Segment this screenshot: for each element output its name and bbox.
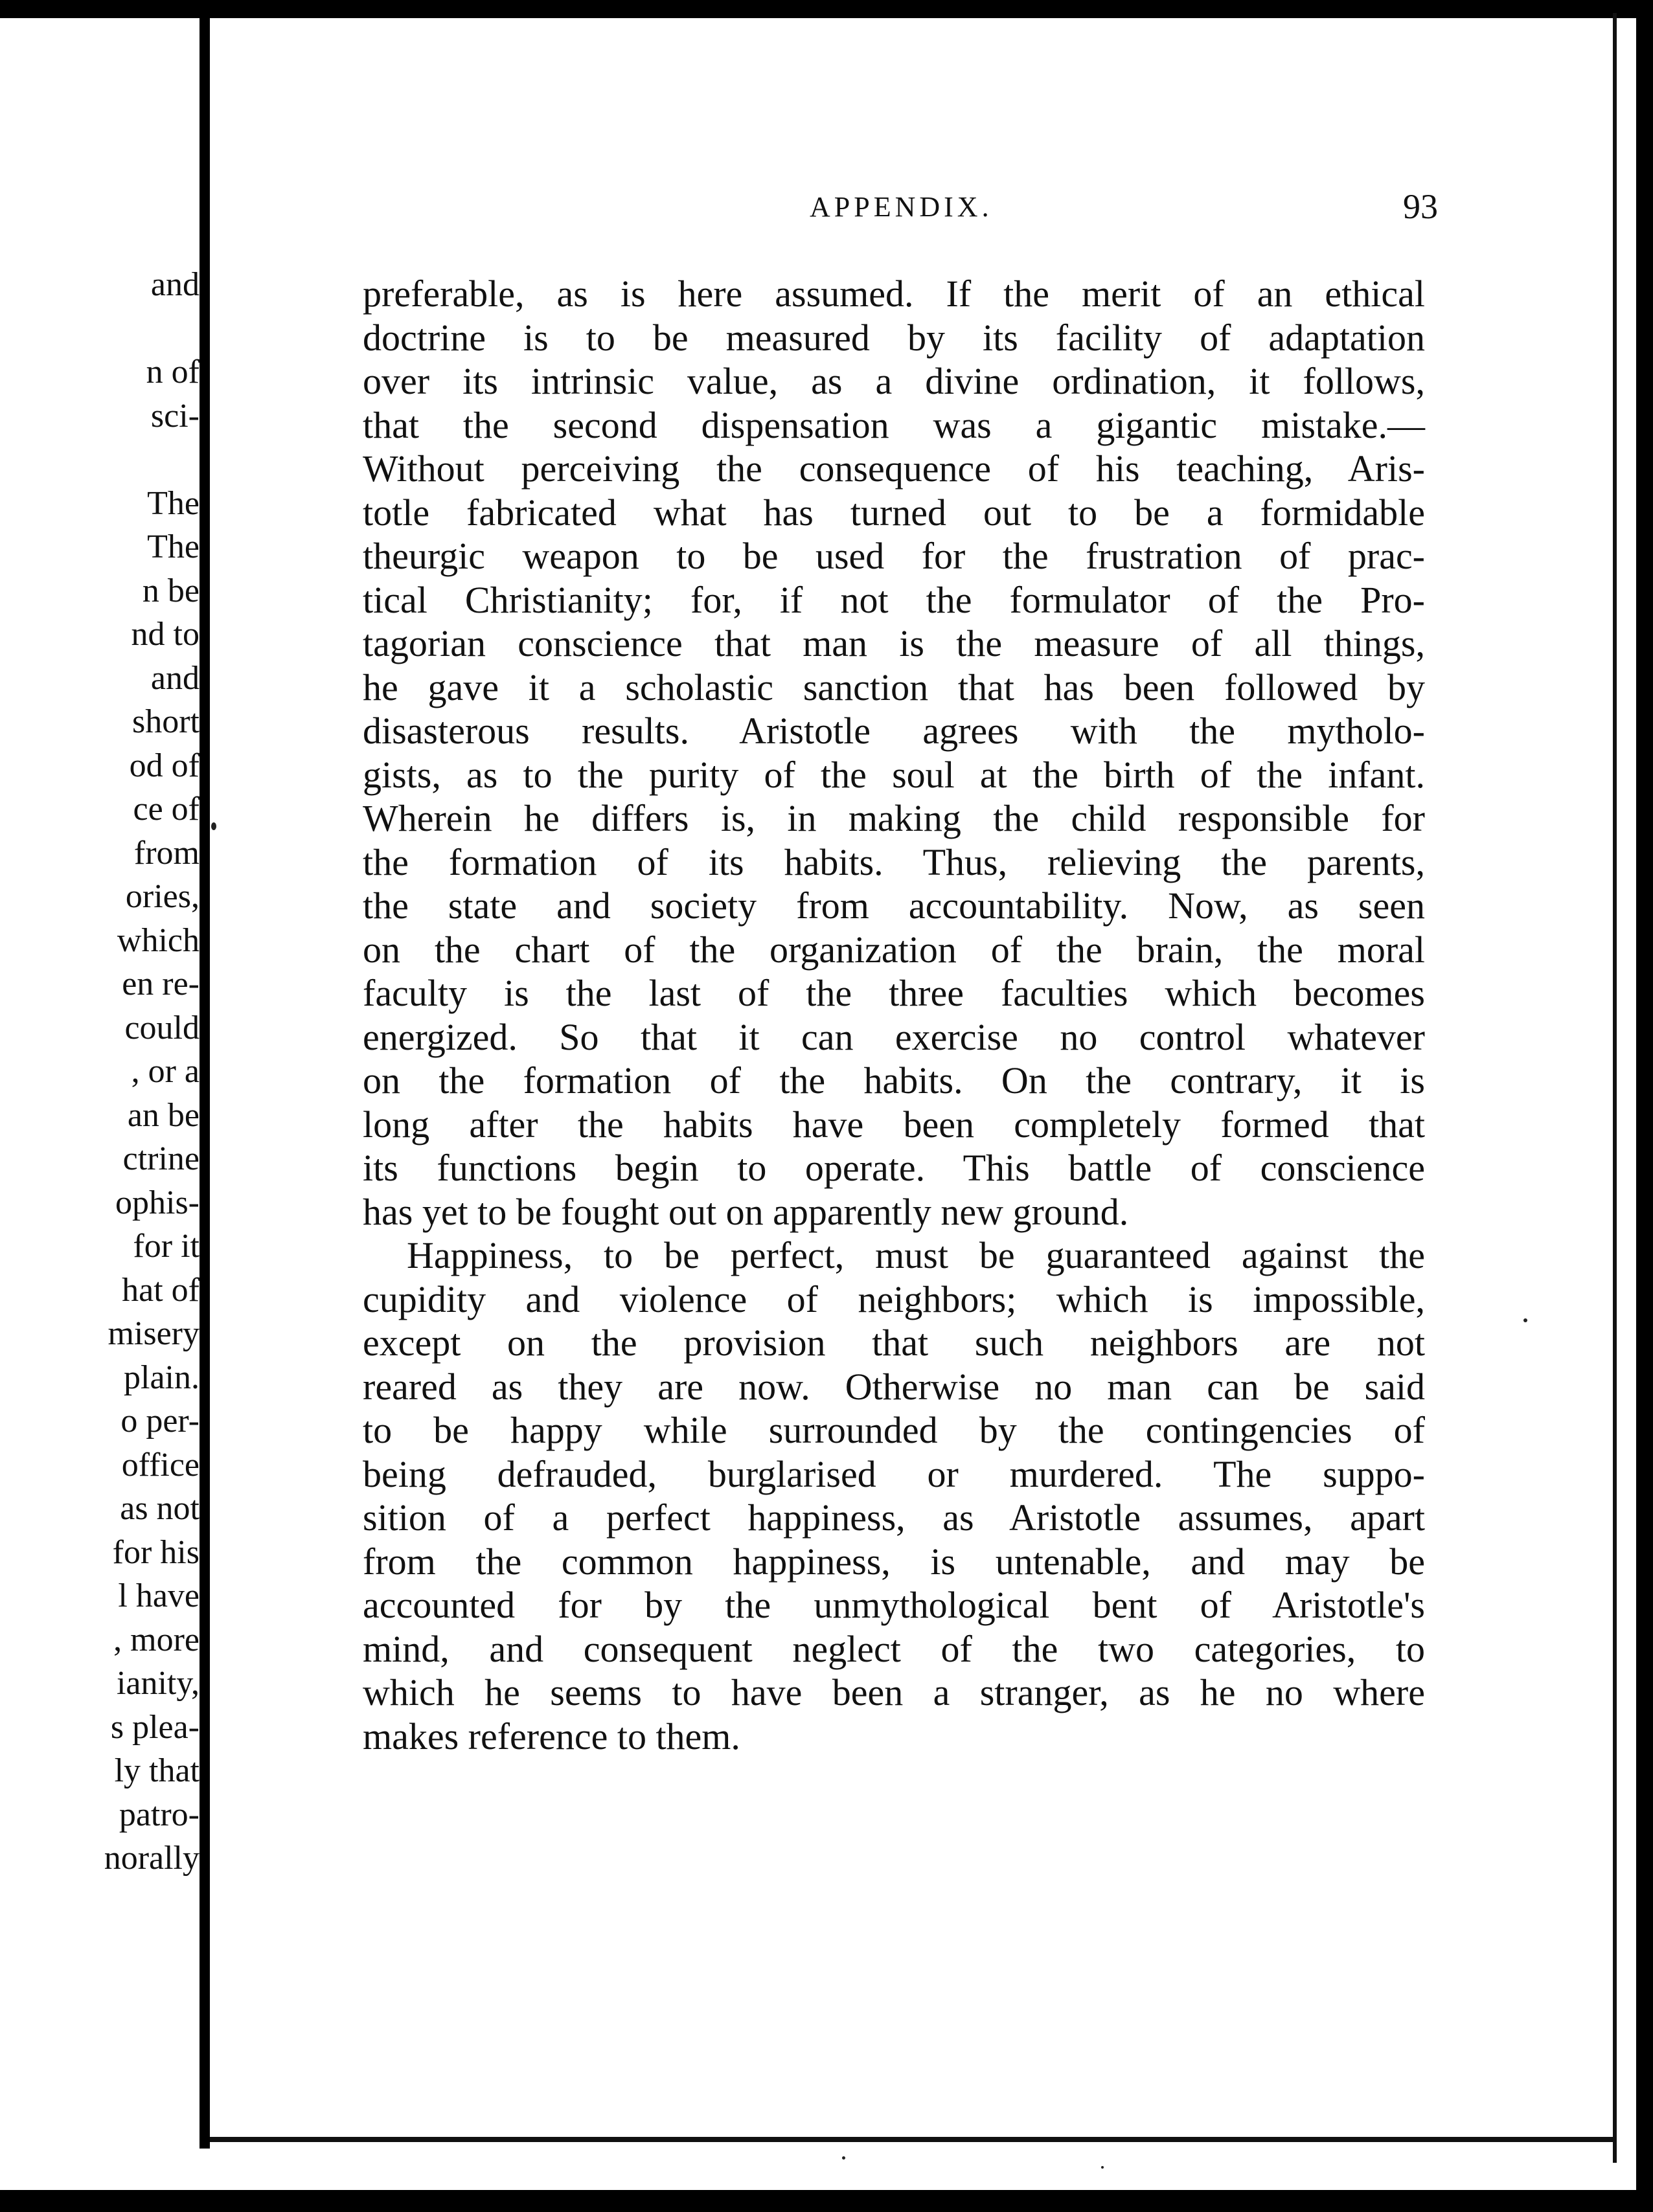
text-line: reared as they are now. Otherwise no man can be said: [363, 1365, 1425, 1408]
left-page-fragment: norally: [104, 1840, 200, 1877]
page-edge-right: [1613, 13, 1617, 2163]
left-page-fragment: o per-: [120, 1403, 200, 1439]
left-page-fragment: ianity,: [116, 1665, 200, 1702]
text-line: cupidity and violence of neighbors; which is impossible,: [363, 1278, 1425, 1320]
text-line: tical Christianity; for, if not the formulator of the Pro-: [363, 578, 1425, 621]
left-page-fragment: for it: [133, 1228, 200, 1265]
page-number: 93: [1403, 187, 1438, 226]
text-line: sition of a perfect happiness, as Aristotle assumes, apart: [363, 1496, 1425, 1539]
scan-speck: [211, 822, 216, 830]
left-page-fragment: plain.: [124, 1359, 200, 1396]
text-line: from the common happiness, is untenable, and may be: [363, 1540, 1425, 1583]
left-page-fragment: could: [124, 1009, 200, 1046]
text-line: to be happy while surrounded by the contingencies of: [363, 1409, 1425, 1451]
text-line: Wherein he differs is, in making the child responsible for: [363, 797, 1425, 839]
text-line: the formation of its habits. Thus, relieving the parents,: [363, 841, 1425, 883]
text-line: that the second dispensation was a gigantic mistake.—: [363, 403, 1425, 446]
left-page-fragment: patro-: [119, 1796, 200, 1833]
left-page-fragment: misery: [108, 1315, 200, 1352]
left-page-fragment: The: [147, 528, 200, 565]
text-line: tagorian conscience that man is the measure of all things,: [363, 622, 1425, 664]
left-page-fragment: n of: [146, 354, 200, 390]
scan-speck: [842, 2156, 845, 2160]
left-page-fragment: nd to: [131, 616, 200, 653]
text-line: mind, and consequent neglect of the two categories, to: [363, 1627, 1425, 1670]
scan-speck: [1523, 1318, 1527, 1322]
scan-border-bottom: [0, 2190, 1653, 2212]
text-line: except on the provision that such neighbors are not: [363, 1322, 1425, 1364]
left-page-fragment: as not: [120, 1490, 200, 1527]
left-page-fragment: ce of: [133, 791, 200, 828]
left-page-fragment: s plea-: [110, 1708, 200, 1746]
running-head: APPENDIX.: [810, 191, 993, 223]
left-page-fragment: n be: [142, 572, 200, 609]
text-line: on the chart of the organization of the brain, the moral: [363, 928, 1425, 971]
left-page-fragment: hat of: [122, 1271, 200, 1309]
left-page-fragments: [0, 246, 200, 1930]
left-page-fragment: The: [147, 484, 200, 522]
left-page-fragment: ories,: [125, 878, 200, 915]
text-line: on the formation of the habits. On the contrary, it is: [363, 1059, 1425, 1101]
page-header: [363, 187, 1438, 229]
text-line: totle fabricated what has turned out to be a formidable: [363, 491, 1425, 534]
text-line: gists, as to the purity of the soul at the birth of the infant.: [363, 753, 1425, 796]
text-line: Without perceiving the consequence of his teaching, Aris-: [363, 447, 1425, 490]
scan-border-right: [1636, 0, 1653, 2212]
text-line: being defrauded, burglarised or murdered. The suppo-: [363, 1452, 1425, 1495]
text-line: Happiness, to be perfect, must be guaranteed against the: [407, 1234, 1425, 1276]
text-line: preferable, as is here assumed. If the merit of an ethical: [363, 273, 1425, 315]
left-page-fragment: sci-: [150, 397, 200, 435]
left-page-fragment: ctrine: [122, 1140, 200, 1177]
left-page-fragment: which: [117, 921, 200, 959]
page-fold-shadow: [200, 18, 210, 2149]
text-line: long after the habits have been completely formed that: [363, 1103, 1425, 1146]
paragraph-2: [363, 1234, 1425, 1758]
left-page-fragment: short: [132, 703, 200, 740]
left-page-fragment: ly that: [114, 1752, 200, 1789]
left-page-fragment: od of: [129, 747, 200, 784]
text-line: theurgic weapon to be used for the frustration of prac-: [363, 535, 1425, 577]
left-page-fragment: an be: [127, 1096, 200, 1134]
text-line: disasterous results. Aristotle agrees with the mytholo-: [363, 710, 1425, 752]
left-page-fragment: for his: [112, 1533, 200, 1571]
text-line: the state and society from accountability. Now, as seen: [363, 885, 1425, 927]
scan-border-top: [0, 0, 1653, 18]
left-page-fragment: office: [121, 1446, 200, 1484]
text-line: makes reference to them.: [363, 1715, 740, 1757]
left-page-fragment: from: [133, 834, 200, 872]
body-text: [363, 272, 1425, 1758]
left-page-fragment: ophis-: [115, 1184, 200, 1221]
text-line: which he seems to have been a stranger, as he no where: [363, 1671, 1425, 1713]
paragraph-1: [363, 272, 1425, 1234]
text-line: has yet to be fought out on apparently new ground.: [363, 1190, 1129, 1233]
scan-speck: [1101, 2166, 1104, 2169]
text-line: accounted for by the unmythological bent of Aristotle's: [363, 1584, 1425, 1626]
text-line: over its intrinsic value, as a divine ordination, it follows,: [363, 360, 1425, 402]
text-line: doctrine is to be measured by its facility of adaptation: [363, 316, 1425, 359]
left-page-fragment: en re-: [122, 965, 200, 1002]
left-page-fragment: , or a: [131, 1053, 200, 1090]
left-page-fragment: l have: [118, 1577, 200, 1614]
left-page-fragment: , more: [113, 1621, 200, 1658]
left-page-fragment: and: [150, 266, 200, 303]
text-line: he gave it a scholastic sanction that has been followed by: [363, 666, 1425, 708]
text-line: its functions begin to operate. This battle of conscience: [363, 1147, 1425, 1189]
left-page-fragment: and: [150, 659, 200, 697]
page-edge-bottom: [210, 2137, 1615, 2142]
text-line: faculty is the last of the three faculties which becomes: [363, 972, 1425, 1014]
text-line: energized. So that it can exercise no control whatever: [363, 1015, 1425, 1058]
